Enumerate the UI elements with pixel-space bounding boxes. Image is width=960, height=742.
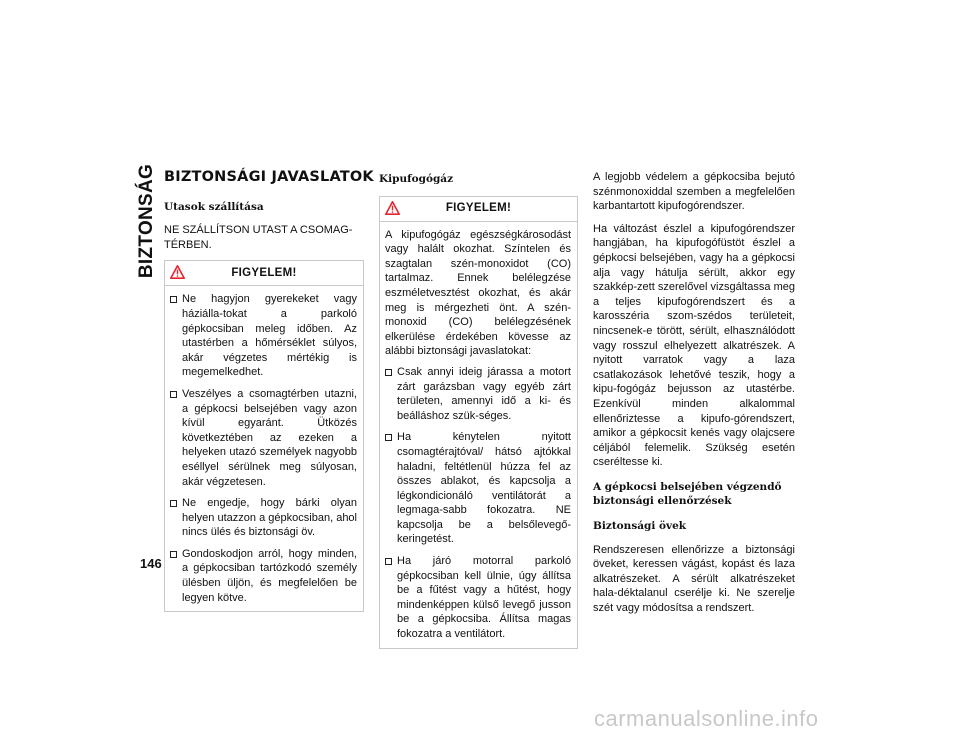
bullet-square-icon <box>170 500 177 507</box>
warning-list-item: Gondoskodjon arról, hogy minden, a gépkocsiban tartózkodó személy ülésben üljön, és megfelelően be legyen kötve. <box>170 547 357 605</box>
subheading-seat-belts: Biztonsági övek <box>593 520 687 533</box>
warning-list <box>170 292 357 605</box>
bullet-square-icon <box>170 391 177 398</box>
column-1 <box>164 169 374 612</box>
warning-header-label: FIGYELEM! <box>445 202 512 215</box>
paragraph-exhaust-protection: A legjobb védelem a gépkocsiba bejutó szénmonoxiddal szemben a megfelelően karbantartott kipufogórendszer. <box>593 171 795 213</box>
bullet-square-icon <box>385 369 392 376</box>
warning-list <box>385 365 571 642</box>
warning-list-item: Ha járó motorral parkoló gépkocsiban kell ülnie, úgy állítsa be a fűtést vagy a hűtést, hogy mindenképpen külső levegő jusson be a gépkocsiba. Állítsa magas fokozatra a ventilátort. <box>385 554 571 642</box>
warning-triangle-icon <box>385 201 400 215</box>
subheading-exhaust: Kipufogógáz <box>379 173 454 185</box>
warning-list-item: Csak annyi ideig járassa a motort zárt garázsban vagy egyéb zárt területen, amennyi idő a ki- és beálláshoz szük-séges. <box>385 365 571 423</box>
warning-list-item: Ha kénytelen nyitott csomagtérajtóval/ hátsó ajtókkal haladni, feltétlenül húzza fel az összes ablakot, és kapcsolja a légkondicionáló ventilátorát a legmaga-sabb fokozatra. NE kapcsolja be a belsőlevegő-keringetést. <box>385 430 571 547</box>
warning-list-item: Ne engedje, hogy bárki olyan helyen utazzon a gépkocsiban, ahol nincs ülés és biztonsági öv. <box>170 496 357 540</box>
watermark: carmanualsonline.info <box>594 706 819 731</box>
warning-intro-text: A kipufogógáz egészségkárosodást vagy halált okozhat. Színtelen és szagtalan szén-monoxidot (CO) tartalmaz. Ennek belélegzése eszméletvesztést okozhat, és akár meg is mérgezheti önt. A szén-monoxid (CO) belélegzésének elkerülése érdekében kövesse az alábbi biztonsági javaslatokat: <box>385 228 571 358</box>
paragraph-exhaust-inspection: Ha változást észlel a kipufogórendszer hangjában, ha kipufogófüstöt észlel a gépkocsi belsejében, vagy ha a gépkocsi alja vagy hátulja sérült, akkor egy szakkép-zett szerelővel vizsgáltassa meg a teljes kipufogórendszert és a karosszéria szom-szédos területeit, nincsenek-e törött, sérült, elhasználódott vagy rosszul elhelyezett alkatrészek. A nyitott varratok vagy a laza csatlakozások lehetővé teszik, hogy a kipu-fogógáz bejusson az utastérbe. Ezenkívül minden alkalommal ellenőriztesse a kipufo-górendszert, amikor a gépkocsit kenés vagy olajcsere céljából felemelik. Szükség esetén cseréltesse ki. <box>593 222 795 469</box>
bullet-square-icon <box>170 296 177 303</box>
warning-header <box>380 197 577 222</box>
warning-header <box>165 261 363 286</box>
warning-list-item: Ne hagyjon gyerekeket vagy háziálla-tokat a parkoló gépkocsiban meleg időben. Az utastérben a hőmérséklet súlyos, akár végzetes mértékig is megemelkedhet. <box>170 292 357 380</box>
bullet-square-icon <box>385 434 392 441</box>
section-side-tab-label: BIZTONSÁG <box>136 163 157 279</box>
warning-triangle-icon <box>170 265 185 279</box>
subheading-interior-checks: A gépkocsi belsejében végzendő biztonsági ellenőrzések <box>593 480 782 508</box>
column-3 <box>593 170 795 624</box>
subheading-passengers: Utasok szállítása <box>164 200 264 213</box>
warning-box-exhaust <box>379 196 578 649</box>
column-2 <box>379 170 578 649</box>
paragraph-no-cargo-passengers: NE SZÁLLÍTSON UTAST A CSOMAG-TÉRBEN. <box>164 224 353 251</box>
warning-box-passengers <box>164 260 364 612</box>
bullet-square-icon <box>170 551 177 558</box>
page-title: BIZTONSÁGI JAVASLATOK <box>164 169 374 185</box>
paragraph-seat-belts: Rendszeresen ellenőrizze a biztonsági öveket, keressen vágást, kopást és laza alkatrészeket. A sérült alkatrészeket hala-déktalanul cserélje ki. Ne szerelje szét vagy módosítsa a rendszert. <box>593 543 795 615</box>
section-side-tab <box>132 165 162 277</box>
warning-list-item: Veszélyes a csomagtérben utazni, a gépkocsi belsejében vagy azon kívül egyaránt. Ütközés következtében az ezeken a helyeken utazó személyek nagyobb eséllyel sérülnek meg súlyosan, akár végzetesen. <box>170 387 357 489</box>
page-number: 146 <box>140 556 162 571</box>
bullet-square-icon <box>385 558 392 565</box>
warning-header-label: FIGYELEM! <box>231 267 297 280</box>
